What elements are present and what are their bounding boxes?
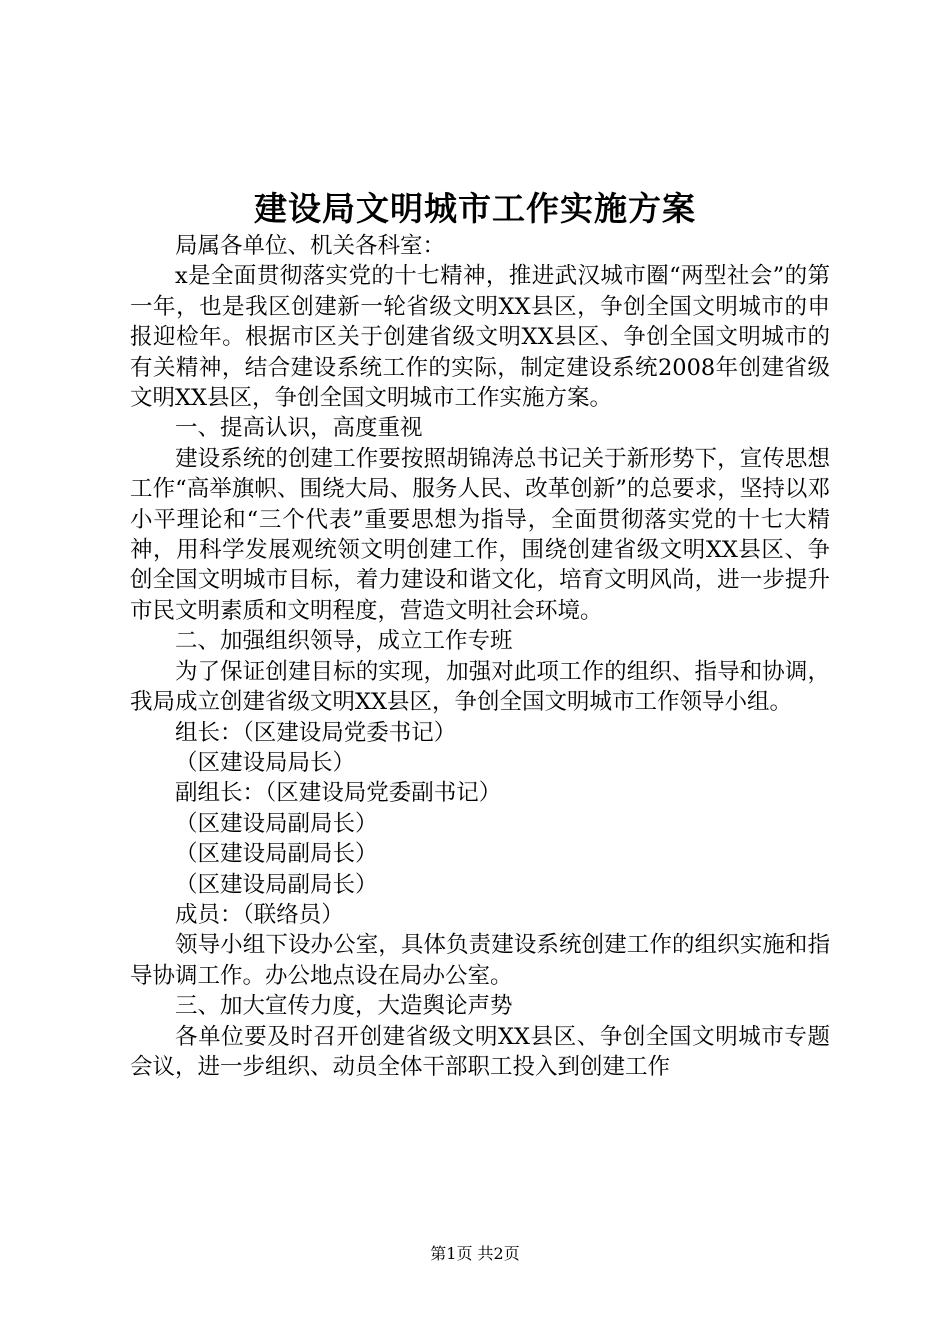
paragraph-section-3: 各单位要及时召开创建省级文明XX县区、争创全国文明城市专题会议，进一步组织、动员全体干部职工投入到创建工作 <box>130 1023 830 1080</box>
members-line: 成员：（联络员） <box>175 901 344 928</box>
paragraph-section-2: 为了保证创建目标的实现，加强对此项工作的组织、指导和协调，我局成立创建省级文明XX县区，争创全国文明城市工作领导小组。 <box>130 658 830 716</box>
paragraph-intro: x是全面贯彻落实党的十七精神，推进武汉城市圈“两型社会”的第一年，也是我区创建新一轮省级文明XX县区，争创全国文明城市的申报迎检年。根据市区关于创建省级文明XX县区、争创全国文明城市的有关精神，结合建设系统工作的实际，制定建设系统2008年创建省级文明XX县区，争创全国文明城市工作实施方案。 <box>130 263 830 412</box>
leader-line: 组长：（区建设局党委书记） <box>175 719 457 746</box>
leader-line: （区建设局局长） <box>175 749 356 776</box>
paragraph-office: 领导小组下设办公室，具体负责建设系统创建工作的组织实施和指导协调工作。办公地点设在局办公室。 <box>130 932 830 989</box>
deputy-leader-line: 副组长：（区建设局党委副书记） <box>175 780 502 807</box>
document-body <box>130 231 830 1082</box>
deputy-leader-line: （区建设局副局长） <box>175 841 378 868</box>
paragraph-section-1: 建设系统的创建工作要按照胡锦涛总书记关于新形势下，宣传思想工作“高举旗帜、围绕大局、服务人民、改革创新”的总要求，坚持以邓小平理论和“三个代表”重要思想为指导，全面贯彻落实党的十七大精神，用科学发展观统领文明创建工作，围绕创建省级文明XX县区、争创全国文明城市目标，着力建设和谐文化，培育文明风尚，进一步提升市民文明素质和文明程度，营造文明社会环境。 <box>130 445 830 624</box>
document-title: 建设局文明城市工作实施方案 <box>254 189 696 228</box>
section-heading-2: 二、加强组织领导，成立工作专班 <box>175 628 513 655</box>
deputy-leader-line: （区建设局副局长） <box>175 810 378 837</box>
page-footer: 第1页 共2页 <box>430 1244 520 1263</box>
section-heading-3: 三、加大宣传力度，大造舆论声势 <box>175 993 513 1020</box>
deputy-leader-line: （区建设局副局长） <box>175 871 378 898</box>
section-heading-1: 一、提高认识，高度重视 <box>175 415 423 442</box>
salutation: 局属各单位、机关各科室： <box>175 233 446 259</box>
